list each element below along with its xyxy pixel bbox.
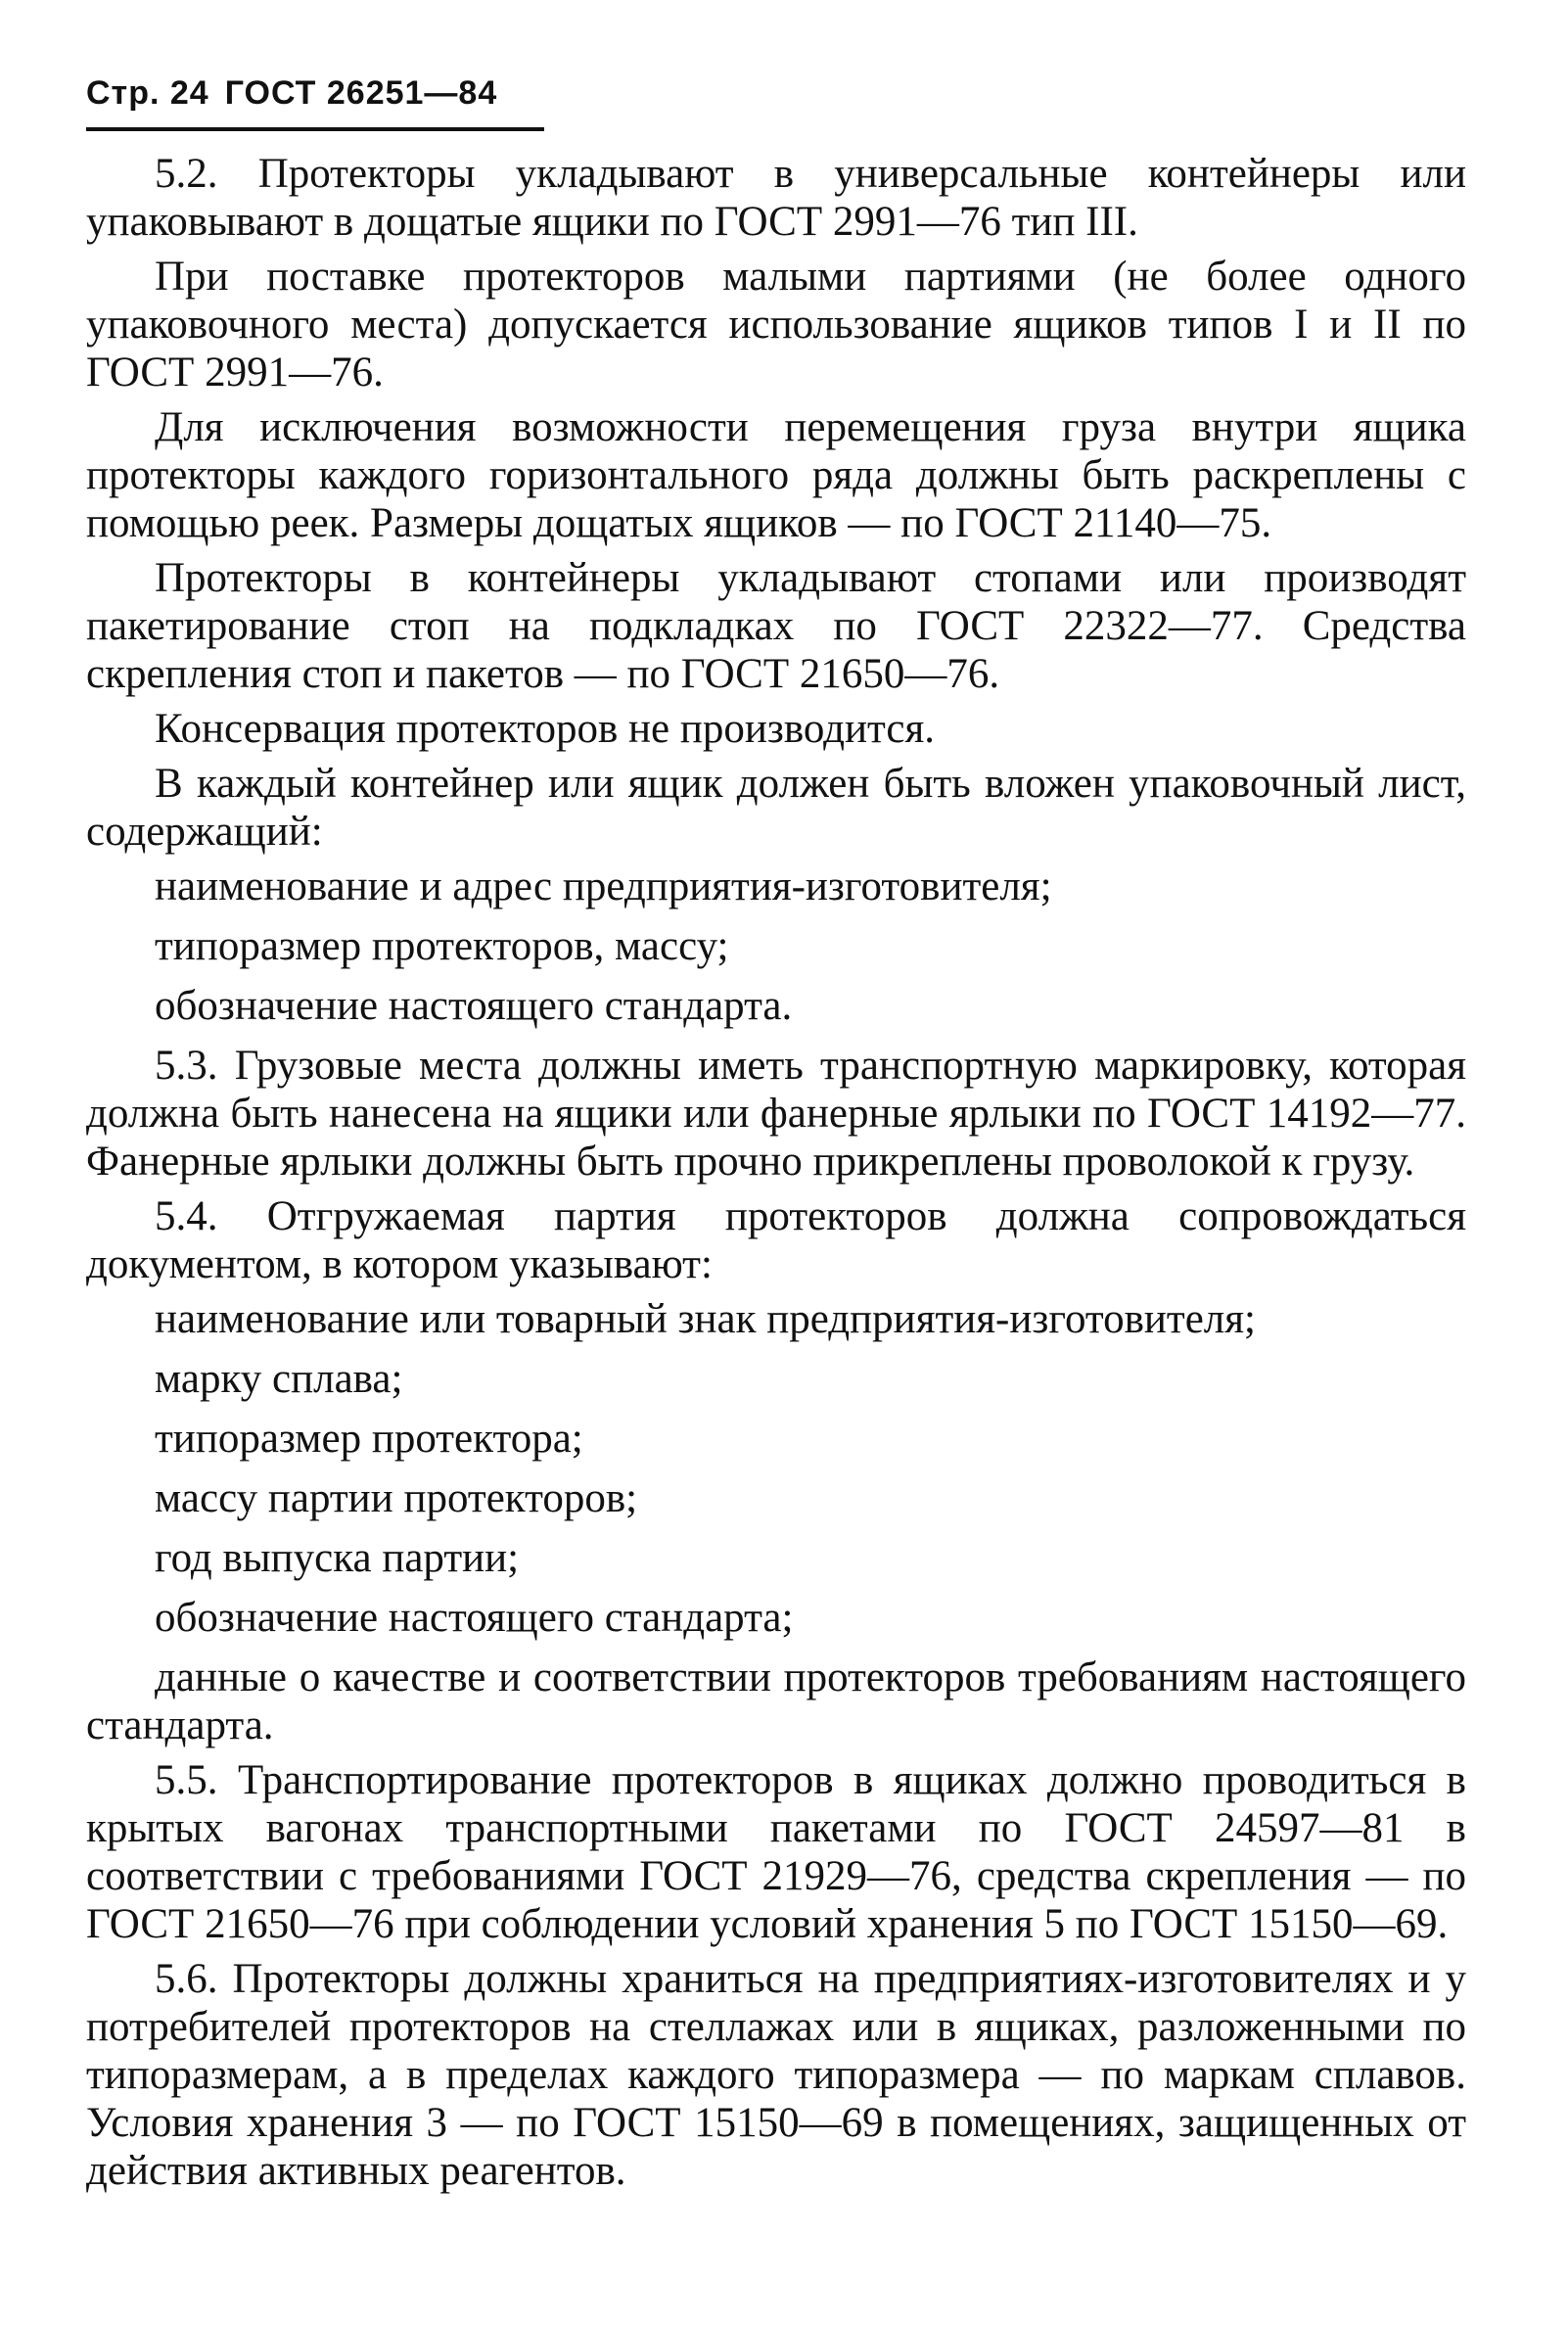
paragraph-quality-data: данные о качестве и соответствии протекторов требованиям настоящего стандарта. bbox=[86, 1654, 1466, 1748]
standard-designation: ГОСТ 26251—84 bbox=[224, 74, 498, 112]
section-5-3: 5.3. Грузовые места должны иметь транспортную маркировку, которая должна быть нанесена на ящики или фанерные ярлыки по ГОСТ 14192—77. Фанерные ярлыки должны быть прочно прикреплены проволокой к грузу. bbox=[86, 1043, 1466, 1185]
section-5-6: 5.6. Протекторы должны храниться на предприятиях-изготовителях и у потребителей протекторов на стеллажах или в ящиках, разложенными по типоразмерам, а в пределах каждого типоразмера — по маркам сплавов. Условия хранения 3 — по ГОСТ 15150—69 в помещениях, защищенных от действия активных реагентов. bbox=[86, 1956, 1466, 2194]
header-rule bbox=[86, 127, 544, 131]
section-5-4: 5.4. Отгружаемая партия протекторов должна сопровождаться документом, в котором указывают: bbox=[86, 1193, 1466, 1287]
list-item: типоразмер протектора; bbox=[155, 1416, 583, 1462]
list-item: типоразмер протекторов, массу; bbox=[155, 923, 729, 969]
section-5-2: 5.2. Протекторы укладывают в универсальные контейнеры или упаковывают в дощатые ящики по ГОСТ 2991—76 тип III. bbox=[86, 151, 1466, 245]
page-header bbox=[86, 74, 513, 113]
section-5-5: 5.5. Транспортирование протекторов в ящиках должно проводиться в крытых вагонах транспортными пакетами по ГОСТ 24597—81 в соответствии с требованиями ГОСТ 21929—76, средства скрепления — по ГОСТ 21650—76 при соблюдении условий хранения 5 по ГОСТ 15150—69. bbox=[86, 1757, 1466, 1947]
paragraph-packing-list: В каждый контейнер или ящик должен быть вложен упаковочный лист, содержащий: bbox=[86, 761, 1466, 855]
list-item: обозначение настоящего стандарта; bbox=[155, 1595, 794, 1641]
list-item: обозначение настоящего стандарта. bbox=[155, 983, 793, 1029]
page-number: Стр. 24 bbox=[86, 74, 209, 112]
paragraph-conservation: Консервация протекторов не производится. bbox=[155, 706, 935, 752]
list-item: наименование или товарный знак предприятия-изготовителя; bbox=[155, 1296, 1256, 1342]
paragraph-small-batches: При поставке протекторов малыми партиями (не более одного упаковочного места) допускается использование ящиков типов I и II по ГОСТ 2991—76. bbox=[86, 254, 1466, 396]
list-item: наименование и адрес предприятия-изготовителя; bbox=[155, 863, 1052, 909]
list-item: массу партии протекторов; bbox=[155, 1475, 638, 1521]
paragraph-fastening: Для исключения возможности перемещения груза внутри ящика протекторы каждого горизонтального ряда должны быть раскреплены с помощью реек. Размеры дощатых ящиков — по ГОСТ 21140—75. bbox=[86, 404, 1466, 546]
list-item: год выпуска партии; bbox=[155, 1535, 520, 1581]
paragraph-containers: Протекторы в контейнеры укладывают стопами или производят пакетирование стоп на подкладках по ГОСТ 22322—77. Средства скрепления стоп и пакетов — по ГОСТ 21650—76. bbox=[86, 555, 1466, 697]
list-item: марку сплава; bbox=[155, 1356, 403, 1402]
document-body bbox=[86, 147, 1466, 2202]
